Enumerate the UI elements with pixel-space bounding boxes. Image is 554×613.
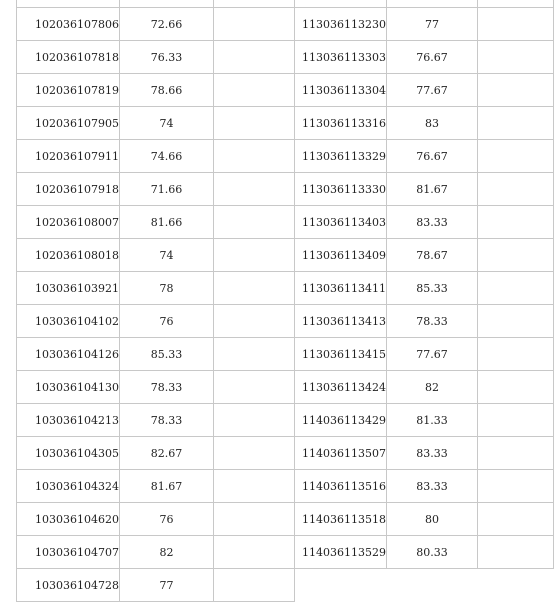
candidate-id-cell: 103036103921: [17, 272, 120, 305]
score-cell: 78.33: [119, 371, 213, 404]
score-cell: [386, 0, 477, 8]
remark-cell: [477, 338, 553, 371]
remark-cell: [477, 503, 553, 536]
score-cell: 82.67: [119, 437, 213, 470]
table-row: [17, 305, 295, 338]
score-cell: 76: [119, 503, 213, 536]
candidate-id-cell: 103036104126: [17, 338, 120, 371]
candidate-id-cell: 102036108007: [17, 206, 120, 239]
candidate-id-cell: 113036113413: [295, 305, 387, 338]
score-cell: 77: [119, 569, 213, 602]
score-cell: 78.33: [119, 404, 213, 437]
remark-cell: [213, 0, 294, 8]
candidate-id-cell: 103036104102: [17, 305, 120, 338]
table-row: [17, 0, 295, 8]
candidate-id-cell: 113036113330: [295, 173, 387, 206]
table-row: [295, 107, 554, 140]
remark-cell: [213, 8, 294, 41]
table-row: [295, 371, 554, 404]
score-cell: 82: [386, 371, 477, 404]
remark-cell: [213, 272, 294, 305]
table-row: [17, 569, 295, 602]
remark-cell: [213, 470, 294, 503]
candidate-id-cell: [17, 0, 120, 8]
table-row: [17, 8, 295, 41]
table-row: [17, 173, 295, 206]
candidate-id-cell: 113036113303: [295, 41, 387, 74]
candidate-id-cell: 114036113429: [295, 404, 387, 437]
remark-cell: [213, 206, 294, 239]
table-row: [17, 206, 295, 239]
left-score-table: [16, 0, 295, 602]
score-cell: [119, 0, 213, 8]
score-cell: 76: [119, 305, 213, 338]
remark-cell: [213, 404, 294, 437]
left-table-body: [17, 0, 295, 602]
right-table-body: [295, 0, 554, 569]
table-row: [17, 371, 295, 404]
table-row: [295, 470, 554, 503]
table-row: [17, 470, 295, 503]
remark-cell: [477, 272, 553, 305]
table-row: [295, 74, 554, 107]
candidate-id-cell: 114036113518: [295, 503, 387, 536]
table-row: [17, 272, 295, 305]
remark-cell: [213, 41, 294, 74]
remark-cell: [477, 404, 553, 437]
remark-cell: [477, 305, 553, 338]
remark-cell: [477, 239, 553, 272]
candidate-id-cell: 113036113424: [295, 371, 387, 404]
score-cell: 80: [386, 503, 477, 536]
remark-cell: [213, 74, 294, 107]
candidate-id-cell: 113036113403: [295, 206, 387, 239]
score-cell: 77.67: [386, 74, 477, 107]
score-cell: 85.33: [386, 272, 477, 305]
score-cell: 74: [119, 107, 213, 140]
table-row: [17, 536, 295, 569]
table-row: [17, 41, 295, 74]
score-cell: 77: [386, 8, 477, 41]
candidate-id-cell: 113036113415: [295, 338, 387, 371]
table-row: [295, 0, 554, 8]
candidate-id-cell: 103036104213: [17, 404, 120, 437]
table-row: [295, 338, 554, 371]
score-cell: 71.66: [119, 173, 213, 206]
score-cell: 76.67: [386, 140, 477, 173]
score-cell: 81.66: [119, 206, 213, 239]
right-score-table: [294, 0, 554, 569]
remark-cell: [477, 437, 553, 470]
candidate-id-cell: 103036104305: [17, 437, 120, 470]
score-cell: 78.33: [386, 305, 477, 338]
table-row: [17, 239, 295, 272]
table-row: [295, 437, 554, 470]
remark-cell: [477, 107, 553, 140]
candidate-id-cell: 102036107911: [17, 140, 120, 173]
score-cell: 83.33: [386, 470, 477, 503]
candidate-id-cell: 103036104324: [17, 470, 120, 503]
remark-cell: [477, 140, 553, 173]
table-row: [295, 536, 554, 569]
score-cell: 76.33: [119, 41, 213, 74]
remark-cell: [213, 569, 294, 602]
score-cell: 83: [386, 107, 477, 140]
candidate-id-cell: 102036108018: [17, 239, 120, 272]
candidate-id-cell: 102036107806: [17, 8, 120, 41]
candidate-id-cell: 103036104620: [17, 503, 120, 536]
candidate-id-cell: 102036107818: [17, 41, 120, 74]
score-cell: 77.67: [386, 338, 477, 371]
candidate-id-cell: 114036113529: [295, 536, 387, 569]
score-cell: 81.33: [386, 404, 477, 437]
table-row: [17, 404, 295, 437]
table-row: [295, 404, 554, 437]
score-cell: 81.67: [386, 173, 477, 206]
score-cell: 85.33: [119, 338, 213, 371]
remark-cell: [213, 338, 294, 371]
score-cell: 80.33: [386, 536, 477, 569]
score-cell: 83.33: [386, 437, 477, 470]
score-cell: 74: [119, 239, 213, 272]
table-row: [295, 41, 554, 74]
remark-cell: [477, 536, 553, 569]
table-row: [295, 305, 554, 338]
remark-cell: [213, 173, 294, 206]
candidate-id-cell: 113036113230: [295, 8, 387, 41]
remark-cell: [477, 206, 553, 239]
remark-cell: [213, 239, 294, 272]
candidate-id-cell: 103036104130: [17, 371, 120, 404]
score-cell: 81.67: [119, 470, 213, 503]
candidate-id-cell: 114036113516: [295, 470, 387, 503]
remark-cell: [213, 305, 294, 338]
remark-cell: [213, 107, 294, 140]
score-cell: 74.66: [119, 140, 213, 173]
candidate-id-cell: 113036113316: [295, 107, 387, 140]
score-cell: 78.66: [119, 74, 213, 107]
remark-cell: [477, 0, 553, 8]
remark-cell: [213, 140, 294, 173]
remark-cell: [213, 536, 294, 569]
table-row: [295, 173, 554, 206]
table-row: [295, 206, 554, 239]
remark-cell: [213, 437, 294, 470]
remark-cell: [477, 74, 553, 107]
remark-cell: [477, 470, 553, 503]
table-row: [295, 140, 554, 173]
candidate-id-cell: 103036104728: [17, 569, 120, 602]
remark-cell: [213, 503, 294, 536]
remark-cell: [477, 8, 553, 41]
table-row: [17, 437, 295, 470]
candidate-id-cell: 113036113304: [295, 74, 387, 107]
candidate-id-cell: 113036113411: [295, 272, 387, 305]
score-cell: 78: [119, 272, 213, 305]
table-row: [17, 503, 295, 536]
remark-cell: [477, 41, 553, 74]
remark-cell: [213, 371, 294, 404]
table-row: [295, 503, 554, 536]
table-row: [17, 74, 295, 107]
score-cell: 72.66: [119, 8, 213, 41]
table-row: [17, 338, 295, 371]
candidate-id-cell: 102036107819: [17, 74, 120, 107]
score-cell: 83.33: [386, 206, 477, 239]
remark-cell: [477, 173, 553, 206]
candidate-id-cell: 114036113507: [295, 437, 387, 470]
candidate-id-cell: 103036104707: [17, 536, 120, 569]
table-row: [17, 107, 295, 140]
candidate-id-cell: [295, 0, 387, 8]
table-row: [295, 8, 554, 41]
score-cell: 78.67: [386, 239, 477, 272]
candidate-id-cell: 113036113329: [295, 140, 387, 173]
candidate-id-cell: 102036107905: [17, 107, 120, 140]
remark-cell: [477, 371, 553, 404]
table-row: [295, 272, 554, 305]
score-cell: 76.67: [386, 41, 477, 74]
candidate-id-cell: 113036113409: [295, 239, 387, 272]
table-row: [295, 239, 554, 272]
candidate-id-cell: 102036107918: [17, 173, 120, 206]
table-row: [17, 140, 295, 173]
score-cell: 82: [119, 536, 213, 569]
